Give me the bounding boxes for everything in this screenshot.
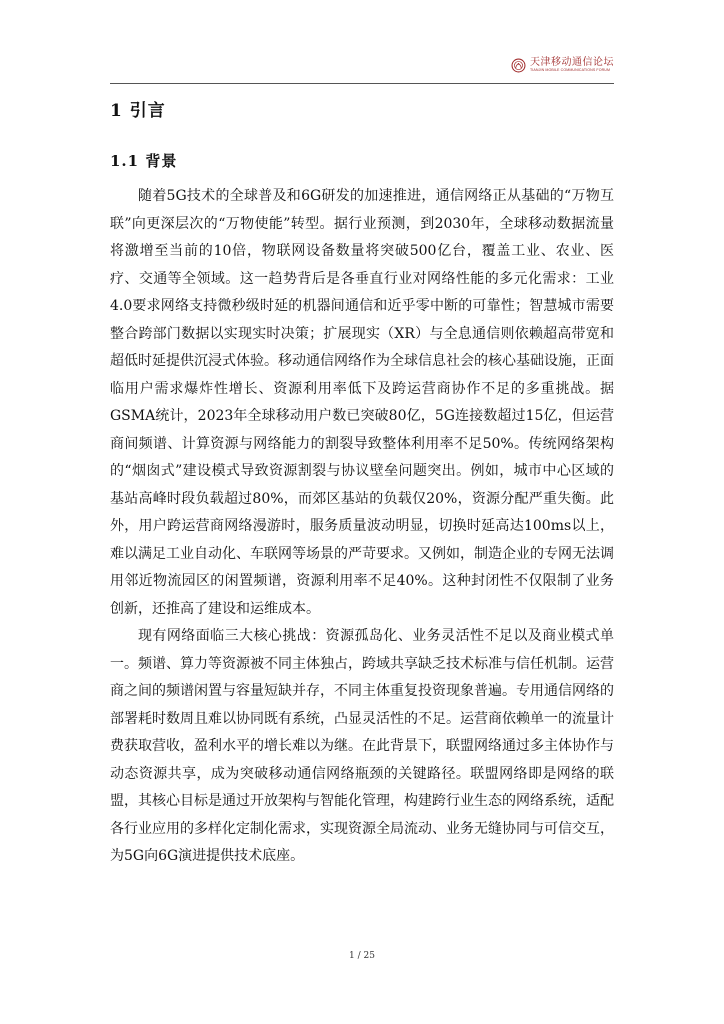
forum-logo [511, 58, 614, 73]
logo-text [530, 58, 614, 73]
paragraph: 随着5G技术的全球普及和6G研发的加速推进，通信网络正从基础的“万物互联”向更深层次的“万物使能”转型。据行业预测，到2030年，全球移动数据流量将激增至当前的10倍，物联网设备数量将突破500亿台，覆盖工业、农业、医疗、交通等全领域。这一趋势背后是各垂直行业对网络性能的多元化需求：工业4.0要求网络支持微秒级时延的机器间通信和近乎零中断的可靠性；智慧城市需要整合跨部门数据以实现实时决策；扩展现实（XR）与全息通信则依赖超高带宽和超低时延提供沉浸式体验。移动通信网络作为全球信息社会的核心基础设施，正面临用户需求爆炸性增长、资源利用率低下及跨运营商协作不足的多重挑战。据GSMA统计，2023年全球移动用户数已突破80亿，5G连接数超过15亿，但运营商间频谱、计算资源与网络能力的割裂导致整体利用率不足50%。传统网络架构的“烟囱式”建设模式导致资源割裂与协议壁垒问题突出。例如，城市中心区域的基站高峰时段负载超过80%，而郊区基站的负载仅20%，资源分配严重失衡。此外，用户跨运营商网络漫游时，服务质量波动明显，切换时延高达100ms以上，难以满足工业自动化、车联网等场景的严苛要求。又例如，制造企业的专网无法调用邻近物流园区的闲置频谱，资源利用率不足40%。这种封闭性不仅限制了业务创新，还推高了建设和运维成本。 [110, 188, 614, 617]
header-divider [110, 83, 614, 84]
logo-subtitle: TIANJIN MOBILE COMMUNICATIONS FORUM [530, 68, 611, 73]
section-heading: 1 引言 [110, 101, 166, 121]
page-header [110, 56, 614, 84]
paragraph: 现有网络面临三大核心挑战：资源孤岛化、业务灵活性不足以及商业模式单一。频谱、算力等资源被不同主体独占，跨域共享缺乏技术标准与信任机制。运营商之间的频谱闲置与容量短缺并存，不同主体重复投资现象普遍。专用通信网络的部署耗时数周且难以协同既有系统，凸显灵活性的不足。运营商依赖单一的流量计费获取营收，盈利水平的增长难以为继。在此背景下，联盟网络通过多主体协作与动态资源共享，成为突破移动通信网络瓶颈的关键路径。联盟网络即是网络的联盟，其核心目标是通过开放架构与智能化管理，构建跨行业生态的网络系统，适配各行业应用的多样化定制化需求，实现资源全局流动、业务无缝协同与可信交互，为5G向6G演进提供技术底座。 [110, 628, 614, 864]
logo-title: 天津移动通信论坛 [530, 57, 614, 69]
seal-emblem-icon [511, 58, 526, 73]
body-text [110, 183, 614, 871]
subsection-heading: 1.1 背景 [110, 152, 178, 170]
page-number: 1 / 25 [349, 951, 375, 961]
